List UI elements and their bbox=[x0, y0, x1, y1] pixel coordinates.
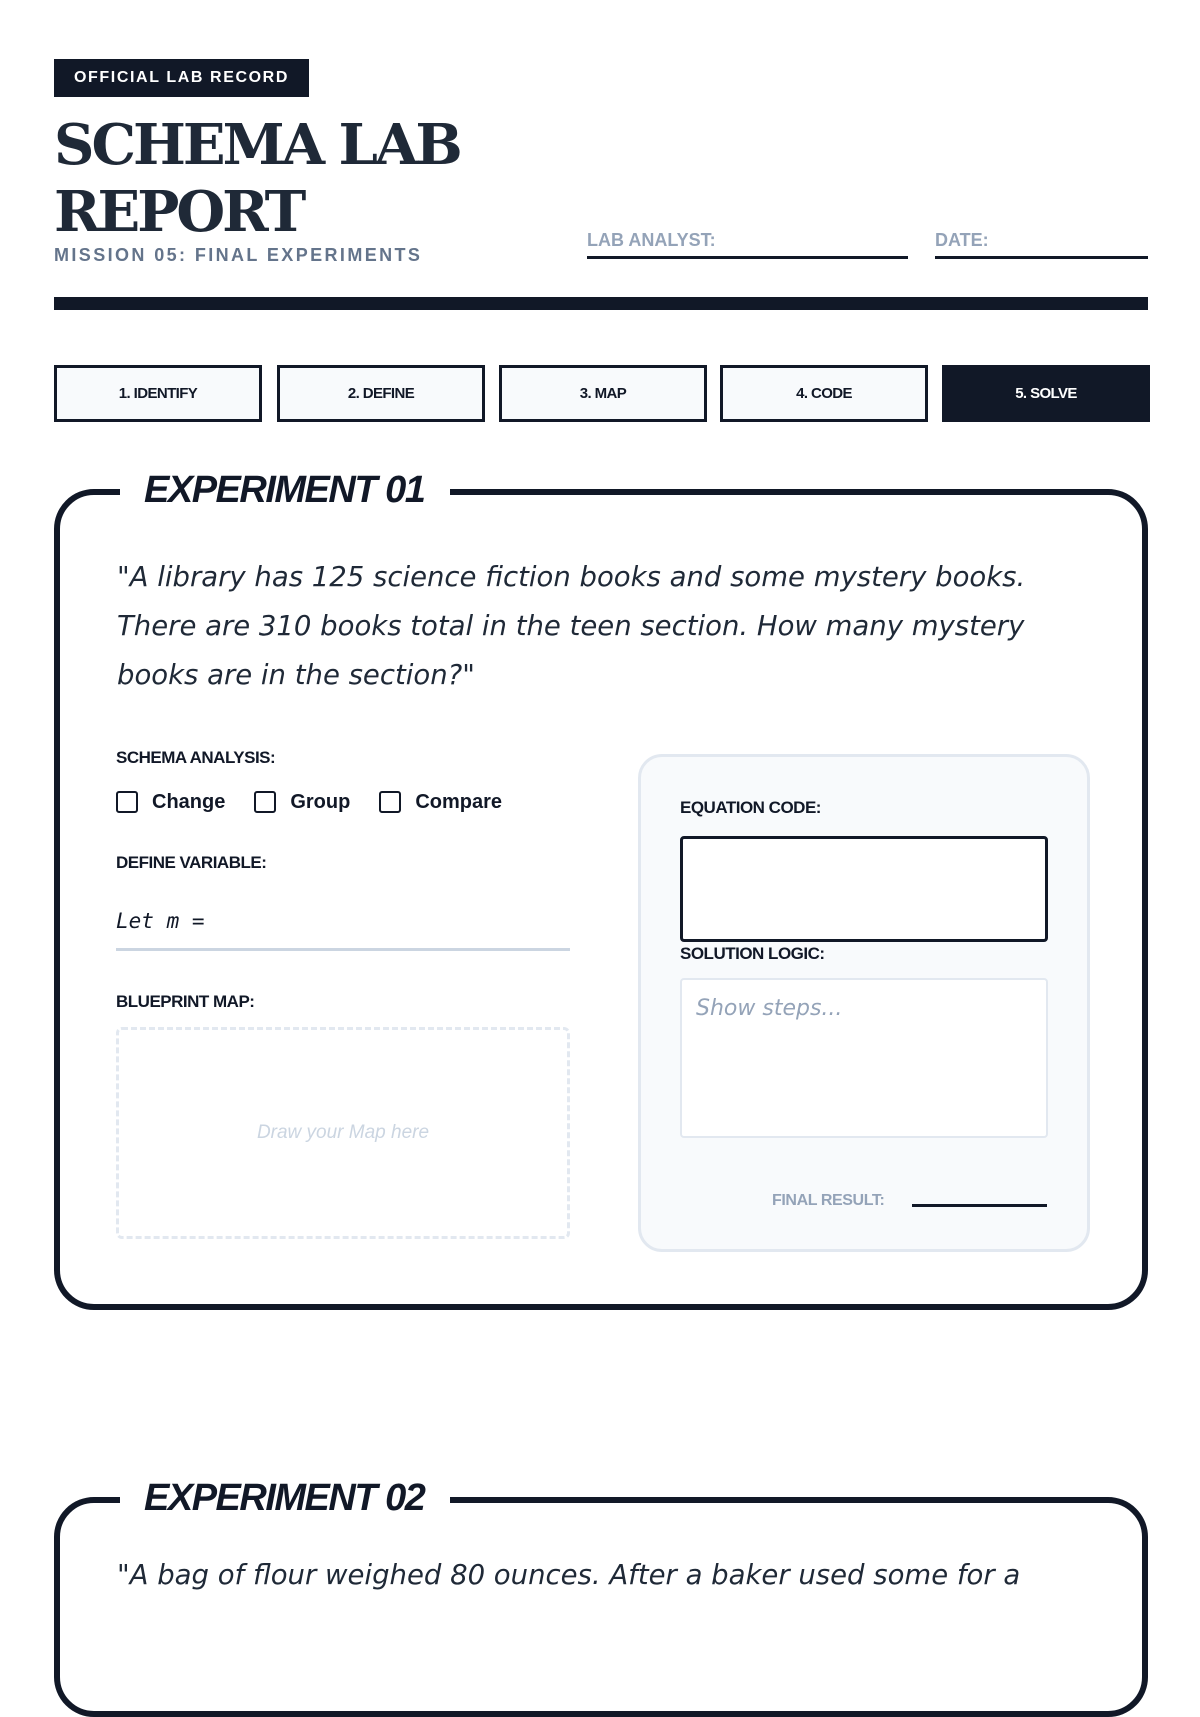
equation-code-label: EQUATION CODE: bbox=[680, 798, 821, 817]
schema-analysis-label: SCHEMA ANALYSIS: bbox=[116, 748, 276, 767]
blueprint-placeholder: Draw your Map here bbox=[256, 1122, 430, 1143]
final-result-input[interactable] bbox=[912, 1204, 1047, 1207]
official-record-badge: OFFICIAL LAB RECORD bbox=[54, 59, 309, 97]
problem-text: "A library has 125 science fiction books and some mystery books. There are 310 books total in the teen section. How many mystery books are in the section?" bbox=[117, 561, 1026, 691]
schema-option-compare[interactable] bbox=[379, 791, 502, 814]
step-tab-identify[interactable]: 1. IDENTIFY bbox=[54, 365, 262, 422]
step-tab-define[interactable]: 2. DEFINE bbox=[277, 365, 485, 422]
schema-option-label: Compare bbox=[415, 790, 503, 813]
checkbox[interactable] bbox=[379, 791, 401, 813]
header-divider bbox=[54, 297, 1148, 310]
solution-steps-input[interactable] bbox=[680, 978, 1048, 1138]
lab-analyst-field[interactable] bbox=[587, 226, 908, 259]
checkbox[interactable] bbox=[254, 791, 276, 813]
blueprint-map-label: BLUEPRINT MAP: bbox=[116, 992, 255, 1011]
schema-option-label: Change bbox=[152, 790, 226, 813]
variable-input[interactable] bbox=[116, 903, 570, 951]
date-field[interactable] bbox=[935, 226, 1148, 259]
variable-prefix: Let m = bbox=[116, 909, 205, 933]
define-variable-label: DEFINE VARIABLE: bbox=[116, 853, 267, 872]
mission-subtitle: MISSION 05: FINAL EXPERIMENTS bbox=[54, 245, 423, 265]
experiment-card bbox=[54, 1477, 1148, 1717]
page-title: SCHEMA LAB REPORT bbox=[54, 112, 460, 245]
experiment-card bbox=[54, 469, 1148, 1310]
problem-text: "A bag of flour weighed 80 ounces. After a baker used some for a bbox=[117, 1559, 1021, 1591]
step-tab-code[interactable]: 4. CODE bbox=[720, 365, 928, 422]
schema-option-group[interactable] bbox=[254, 791, 350, 814]
schema-option-change[interactable] bbox=[116, 791, 225, 814]
solution-placeholder: Show steps... bbox=[696, 996, 843, 1021]
experiment-title: EXPERIMENT 01 bbox=[120, 460, 450, 520]
schema-options bbox=[116, 788, 531, 816]
step-tab-solve[interactable]: 5. SOLVE bbox=[942, 365, 1150, 422]
step-tab-map[interactable]: 3. MAP bbox=[499, 365, 707, 422]
final-result-label: FINAL RESULT: bbox=[772, 1192, 885, 1209]
solution-logic-label: SOLUTION LOGIC: bbox=[680, 944, 825, 963]
lab-analyst-label: LAB ANALYST: bbox=[587, 230, 716, 250]
solution-panel bbox=[638, 754, 1090, 1252]
schema-option-label: Group bbox=[290, 790, 351, 813]
blueprint-map-area[interactable] bbox=[116, 1027, 570, 1239]
date-label: DATE: bbox=[935, 230, 989, 250]
checkbox[interactable] bbox=[116, 791, 138, 813]
equation-input[interactable] bbox=[680, 836, 1048, 942]
experiment-title: EXPERIMENT 02 bbox=[120, 1468, 450, 1528]
